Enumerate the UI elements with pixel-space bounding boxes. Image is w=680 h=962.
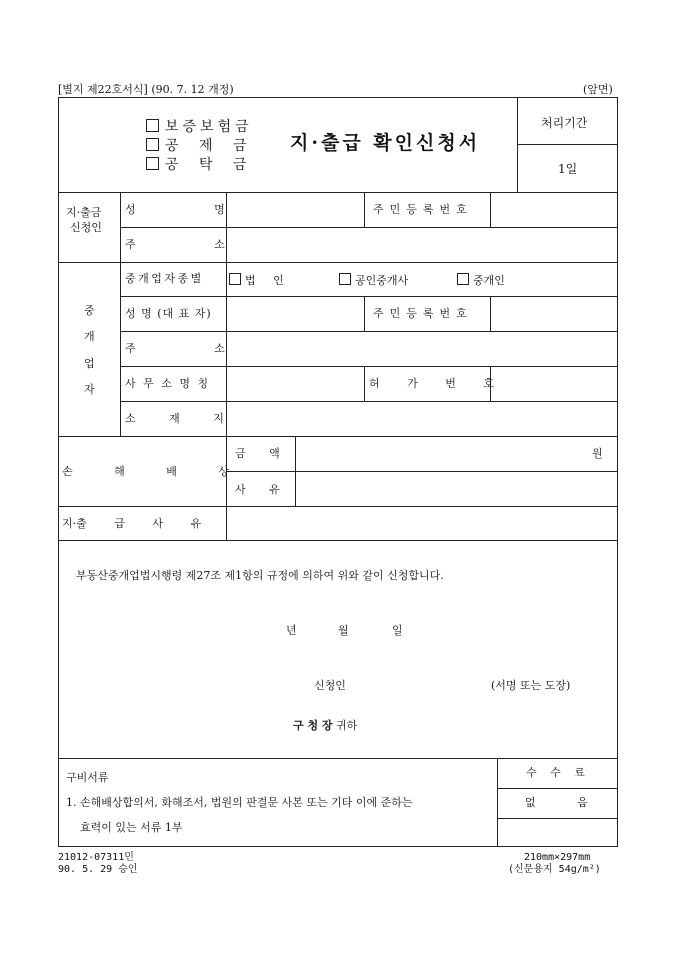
damage-reason-field[interactable] bbox=[297, 473, 616, 505]
checkbox-icon bbox=[339, 273, 351, 285]
declaration-text: 부동산중개업법시행령 제27조 제1항의 규정에 의하여 위와 같이 신청합니다. bbox=[76, 569, 444, 582]
processing-period-label: 처리기간 bbox=[541, 116, 588, 130]
agent-office-name-label: 사 무 소 명 칭 bbox=[125, 377, 211, 390]
agent-address-label: 주 소 bbox=[125, 342, 225, 355]
recipient-title: 구 청 장 bbox=[293, 719, 333, 732]
agent-address-field[interactable] bbox=[228, 333, 616, 365]
applicant-section-label-2: 신청인 bbox=[70, 221, 102, 234]
date-month-label: 월 bbox=[338, 624, 349, 637]
agent-resident-no-label: 주민등록번호 bbox=[373, 307, 473, 320]
damage-amount-field[interactable] bbox=[297, 438, 587, 470]
applicant-name-field[interactable] bbox=[228, 194, 362, 226]
applicant-name-label: 성 명 bbox=[125, 203, 225, 216]
agent-location-field[interactable] bbox=[228, 403, 616, 435]
checkbox-icon bbox=[146, 138, 159, 151]
applicant-address-label: 주 소 bbox=[125, 238, 225, 251]
date-day-label: 일 bbox=[392, 624, 403, 637]
form-number: [별지 제22호서식] (90. 7. 12 개정) bbox=[58, 83, 234, 96]
agent-license-field[interactable] bbox=[492, 368, 616, 400]
form-title: 지·출급 확인신청서 bbox=[290, 132, 481, 154]
checkbox-icon bbox=[146, 157, 159, 170]
fee-label: 수 수 료 bbox=[526, 766, 585, 779]
damage-amount-label: 금 액 bbox=[235, 447, 280, 460]
agent-type-label: 중개업자종별 bbox=[125, 272, 204, 285]
payment-reason-label: 지·출 급 사 유 bbox=[62, 517, 202, 530]
form-code: 21012-07311민 bbox=[58, 852, 134, 863]
agent-type-broker[interactable]: 중개인 bbox=[457, 273, 505, 286]
agent-resident-no-field[interactable] bbox=[492, 298, 616, 330]
applicant-resident-no-field[interactable] bbox=[492, 194, 616, 226]
applicant-section-label: 지·출금 bbox=[66, 206, 102, 219]
sign-or-stamp-label: (서명 또는 도장) bbox=[491, 679, 571, 692]
agent-office-name-field[interactable] bbox=[228, 368, 362, 400]
damage-amount-unit: 원 bbox=[592, 447, 603, 460]
recipient bbox=[293, 720, 357, 731]
documents-item-line1: 1. 손해배상합의서, 화해조서, 법원의 판결문 사본 또는 기타 이에 준하는 bbox=[66, 796, 413, 809]
agent-type-licensed-broker[interactable]: 공인중개사 bbox=[339, 273, 408, 286]
payment-reason-field[interactable] bbox=[228, 508, 616, 539]
checkbox-icon bbox=[457, 273, 469, 285]
agent-license-label: 허 가 번 호 bbox=[369, 377, 494, 390]
page-side: (앞면) bbox=[583, 83, 613, 96]
agent-section-char-2: 개 bbox=[84, 330, 95, 343]
applicant-signature-label: 신청인 bbox=[314, 679, 346, 692]
checkbox-icon bbox=[229, 273, 241, 285]
date-year-label: 년 bbox=[286, 624, 297, 637]
documents-item-line2: 효력이 있는 서류 1부 bbox=[80, 821, 183, 834]
agent-section-char-4: 자 bbox=[84, 383, 95, 396]
applicant-address-field[interactable] bbox=[228, 229, 616, 261]
signature-field[interactable] bbox=[360, 668, 485, 694]
approval-date: 90. 5. 29 승인 bbox=[58, 864, 138, 875]
agent-rep-name-label: 성 명 (대 표 자) bbox=[125, 307, 212, 320]
agent-rep-name-field[interactable] bbox=[228, 298, 362, 330]
damage-reason-label: 사 유 bbox=[235, 483, 280, 496]
option-mutual-aid[interactable]: 공 제 금 bbox=[146, 138, 254, 153]
agent-location-label: 소 재 지 bbox=[125, 412, 224, 425]
option-deposit[interactable]: 공 탁 금 bbox=[146, 157, 254, 172]
damage-label: 손 해 배 상 bbox=[62, 465, 229, 478]
paper-size: 210mm×297mm bbox=[524, 852, 591, 863]
paper-type: (신문용지 54g/m²) bbox=[508, 864, 601, 875]
processing-period-value: 1일 bbox=[558, 162, 578, 176]
applicant-resident-no-label: 주민등록번호 bbox=[373, 203, 473, 216]
documents-label: 구비서류 bbox=[66, 771, 109, 784]
agent-type-corporation[interactable]: 법 인 bbox=[229, 273, 284, 286]
option-guarantee-insurance[interactable]: 보증보험금 bbox=[146, 119, 253, 134]
fee-value: 없 음 bbox=[525, 796, 588, 809]
checkbox-icon bbox=[146, 119, 159, 132]
agent-section-char-1: 중 bbox=[84, 304, 95, 317]
recipient-suffix: 귀하 bbox=[336, 719, 358, 732]
agent-section-char-3: 업 bbox=[84, 357, 95, 370]
